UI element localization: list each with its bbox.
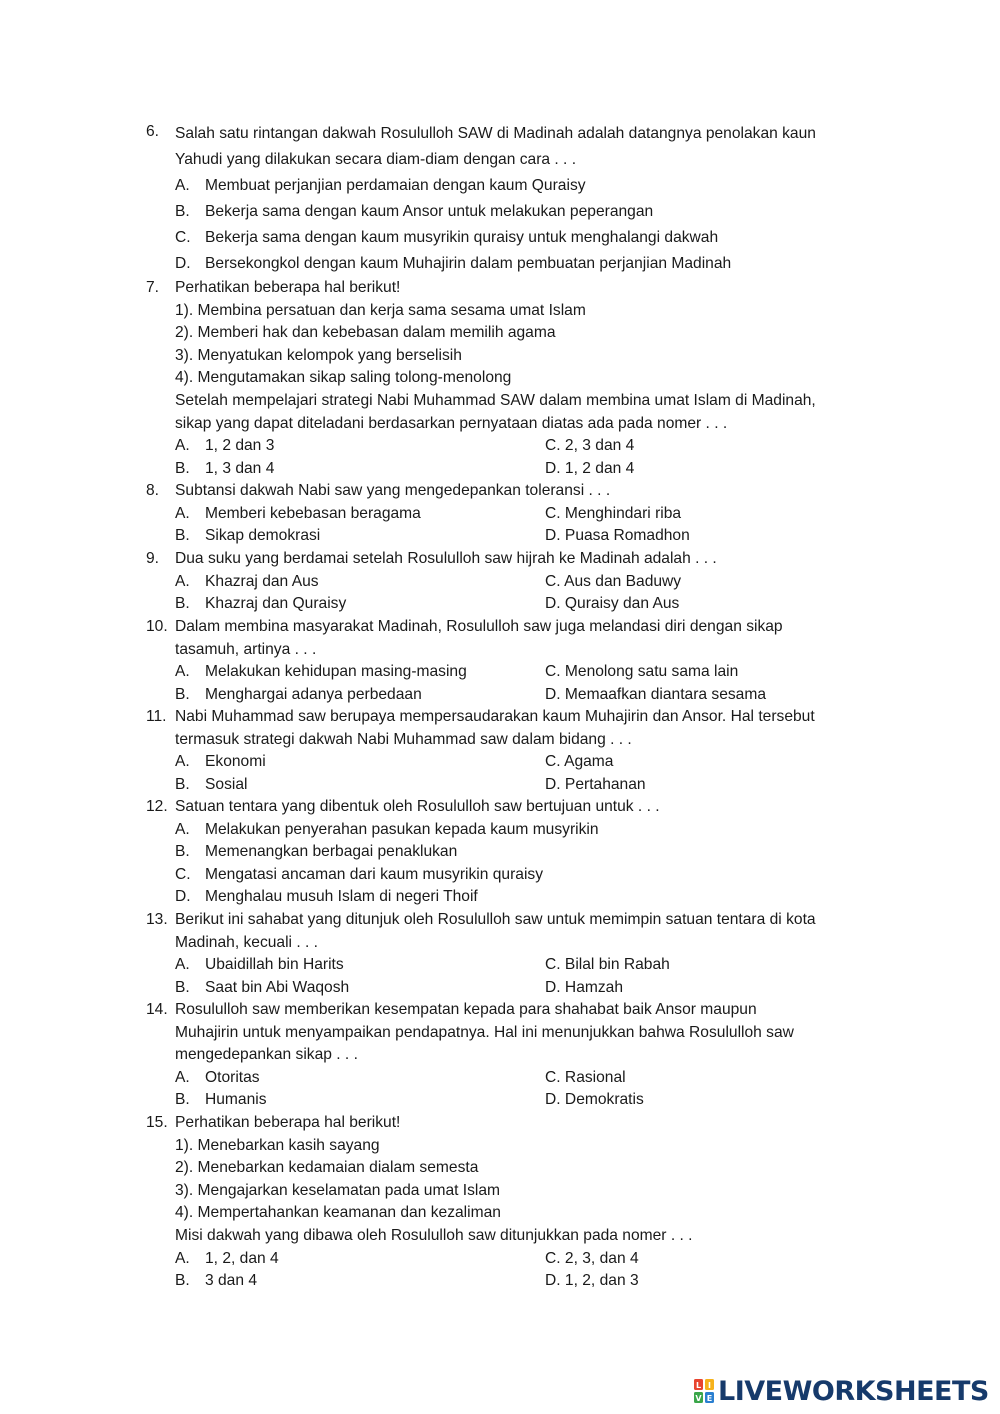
statement-item: 4). Mempertahankan keamanan dan kezaliman [175, 1204, 501, 1222]
options-grid [175, 1067, 886, 1112]
option-letter: A. [175, 1249, 190, 1267]
option-text: Khazraj dan Aus [205, 572, 319, 590]
option-b[interactable] [175, 525, 545, 548]
option-text: Memenangkan berbagai penaklukan [205, 843, 458, 861]
option-letter: D. [175, 255, 191, 272]
option-d[interactable]: D. 1, 2 dan 4 [545, 459, 635, 477]
option-d[interactable]: D. Memaafkan diantara sesama [545, 685, 767, 703]
question-number: 8. [146, 482, 160, 499]
question-number: 13. [146, 911, 168, 928]
question-8 [146, 480, 886, 548]
option-text: Bekerja sama dengan kaum musyrikin quraisy untuk menghalangi dakwah [205, 229, 719, 246]
option-text: Melakukan kehidupan masing-masing [205, 663, 467, 681]
question-text: Satuan tentara yang dibentuk oleh Rosululloh saw bertujuan untuk . . . [175, 798, 660, 815]
option-a[interactable] [175, 435, 545, 458]
option-c[interactable]: C. 2, 3, dan 4 [545, 1249, 639, 1267]
option-letter: A. [175, 437, 190, 455]
option-letter: A. [175, 753, 190, 771]
question-number: 7. [146, 279, 160, 296]
options-list [175, 819, 886, 909]
option-c[interactable]: C. Agama [545, 753, 614, 771]
statement-item: 2). Memberi hak dan kebebasan dalam memilih agama [175, 324, 556, 342]
options-list [175, 173, 886, 277]
option-c[interactable]: C. Menghindari riba [545, 504, 682, 522]
question-6 [146, 121, 886, 277]
question-number: 14. [146, 1001, 168, 1018]
question-13 [146, 909, 886, 999]
logo-letter-i: I [708, 1381, 711, 1390]
option-c[interactable]: C. Rasional [545, 1068, 626, 1086]
option-b[interactable] [175, 774, 545, 797]
option-d[interactable]: D. Pertahanan [545, 775, 646, 793]
option-text: Khazraj dan Quraisy [205, 595, 347, 613]
option-letter: D. [175, 888, 191, 906]
option-text: Saat bin Abi Waqosh [205, 978, 350, 996]
option-a[interactable] [175, 751, 545, 774]
question-14 [146, 999, 886, 1112]
option-b[interactable] [175, 684, 545, 707]
option-letter: A. [175, 820, 190, 838]
option-letter: C. [175, 865, 191, 883]
option-text: Menghargai adanya perbedaan [205, 685, 422, 703]
option-c[interactable]: C. 2, 3 dan 4 [545, 437, 635, 455]
question-15 [146, 1112, 886, 1293]
option-letter: B. [175, 595, 190, 613]
question-text: Rosululloh saw memberikan kesempatan kepada para shahabat baik Ansor maupun [175, 1001, 757, 1018]
option-text: 1, 2, dan 4 [205, 1249, 279, 1267]
option-text: Melakukan penyerahan pasukan kepada kaum musyrikin [205, 820, 599, 838]
options-grid [175, 503, 886, 548]
question-12 [146, 796, 886, 909]
question-prompt: Misi dakwah yang dibawa oleh Rosululloh saw ditunjukkan pada nomer . . . [175, 1226, 693, 1244]
options-grid [175, 1248, 886, 1293]
option-letter: A. [175, 956, 190, 974]
option-a[interactable] [175, 571, 545, 594]
question-prompt: Setelah mempelajari strategi Nabi Muhammad SAW dalam membina umat Islam di Madinah, [175, 391, 816, 409]
option-text: Sosial [205, 775, 248, 793]
option-d[interactable]: D. Puasa Romadhon [545, 527, 690, 545]
option-text: Menghalau musuh Islam di negeri Thoif [205, 888, 478, 906]
option-d[interactable] [175, 251, 886, 277]
option-text: 3 dan 4 [205, 1272, 258, 1290]
option-text: Ekonomi [205, 753, 266, 771]
question-text: Salah satu rintangan dakwah Rosululloh SAW di Madinah adalah datangnya penolakan kaun [175, 125, 816, 142]
option-c[interactable] [175, 864, 886, 887]
option-text: Membuat perjanjian perdamaian dengan kaum Quraisy [205, 177, 586, 194]
question-7 [146, 277, 886, 480]
option-c[interactable]: C. Bilal bin Rabah [545, 956, 670, 974]
option-letter: B. [175, 1091, 190, 1109]
option-letter: B. [175, 459, 190, 477]
option-c[interactable]: C. Menolong satu sama lain [545, 663, 739, 681]
question-text: tasamuh, artinya . . . [175, 640, 317, 658]
option-text: 1, 2 dan 3 [205, 437, 275, 455]
options-grid [175, 954, 886, 999]
question-text: mengedepankan sikap . . . [175, 1046, 358, 1064]
question-number: 6. [146, 123, 160, 140]
option-text: 1, 3 dan 4 [205, 459, 275, 477]
option-letter: A. [175, 177, 190, 194]
option-b[interactable] [175, 1089, 545, 1112]
option-letter: C. [175, 229, 191, 246]
option-a[interactable] [175, 819, 886, 842]
statement-item: 1). Membina persatuan dan kerja sama sesama umat Islam [175, 301, 586, 319]
option-letter: A. [175, 1068, 190, 1086]
statement-item: 4). Mengutamakan sikap saling tolong-menolong [175, 369, 512, 387]
question-text: Madinah, kecuali . . . [175, 933, 319, 951]
option-b[interactable] [175, 977, 545, 1000]
option-text: Humanis [205, 1091, 267, 1109]
option-c[interactable]: C. Aus dan Baduwy [545, 572, 682, 590]
question-number: 15. [146, 1114, 168, 1131]
option-b[interactable] [175, 458, 545, 481]
question-number: 9. [146, 550, 160, 567]
question-number: 11. [146, 708, 167, 725]
question-text: Subtansi dakwah Nabi saw yang mengedepankan toleransi . . . [175, 482, 611, 499]
option-text: Sikap demokrasi [205, 527, 321, 545]
option-letter: B. [175, 978, 190, 996]
question-text: Yahudi yang dilakukan secara diam-diam dengan cara . . . [175, 151, 577, 168]
question-text: Muhajirin untuk menyampaikan pendapatnya. Hal ini menunjukkan bahwa Rosululloh saw [175, 1023, 794, 1041]
statement-item: 1). Menebarkan kasih sayang [175, 1136, 380, 1154]
logo-letter-l: L [695, 1381, 702, 1390]
question-text: Dalam membina masyarakat Madinah, Rosululloh saw juga melandasi diri dengan sikap [175, 618, 783, 635]
options-grid [175, 435, 886, 480]
liveworksheets-logo-icon [693, 1378, 715, 1404]
option-text: Bekerja sama dengan kaum Ansor untuk melakukan peperangan [205, 203, 654, 220]
option-letter: B. [175, 775, 190, 793]
option-text: Otoritas [205, 1068, 260, 1086]
option-d[interactable] [175, 886, 886, 909]
option-d[interactable]: D. Quraisy dan Aus [545, 595, 680, 613]
statement-item: 3). Menyatukan kelompok yang berselisih [175, 346, 462, 364]
liveworksheets-logo [693, 1376, 989, 1406]
option-letter: B. [175, 527, 190, 545]
options-grid [175, 661, 886, 706]
logo-letter-e: E [706, 1394, 713, 1403]
option-d[interactable]: D. Hamzah [545, 978, 623, 996]
question-9 [146, 548, 886, 616]
option-text: Mengatasi ancaman dari kaum musyrikin quraisy [205, 865, 544, 883]
option-a[interactable] [175, 1248, 545, 1271]
question-number: 10. [146, 618, 168, 635]
option-text: Ubaidillah bin Harits [205, 956, 344, 974]
question-text: Perhatikan beberapa hal berikut! [175, 1114, 401, 1131]
question-number: 12. [146, 798, 168, 815]
option-letter: B. [175, 685, 190, 703]
option-d[interactable]: D. 1, 2, dan 3 [545, 1272, 639, 1290]
options-grid [175, 751, 886, 796]
question-text: Dua suku yang berdamai setelah Rosululloh saw hijrah ke Madinah adalah . . . [175, 550, 717, 567]
option-b[interactable] [175, 199, 886, 225]
option-c[interactable] [175, 225, 886, 251]
option-a[interactable] [175, 954, 545, 977]
options-grid [175, 571, 886, 616]
question-text: Perhatikan beberapa hal berikut! [175, 279, 401, 296]
question-10 [146, 616, 886, 706]
option-a[interactable] [175, 173, 886, 199]
option-b[interactable] [175, 841, 886, 864]
option-b[interactable] [175, 593, 545, 616]
question-text: Berikut ini sahabat yang ditunjuk oleh Rosululloh saw untuk memimpin satuan tentara di kota [175, 911, 816, 928]
option-letter: A. [175, 572, 190, 590]
option-text: Bersekongkol dengan kaum Muhajirin dalam pembuatan perjanjian Madinah [205, 255, 732, 272]
option-letter: B. [175, 1272, 190, 1290]
option-a[interactable] [175, 1067, 545, 1090]
option-d[interactable]: D. Demokratis [545, 1091, 644, 1109]
question-prompt: sikap yang dapat diteladani berdasarkan pernyataan diatas ada pada nomer . . . [175, 414, 728, 432]
question-11 [146, 706, 886, 796]
statement-item: 3). Mengajarkan keselamatan pada umat Islam [175, 1181, 501, 1199]
option-letter: A. [175, 663, 190, 681]
option-letter: B. [175, 843, 190, 861]
option-text: Memberi kebebasan beragama [205, 504, 421, 522]
liveworksheets-wordmark: LIVEWORKSHEETS [718, 1375, 989, 1407]
option-letter: A. [175, 504, 190, 522]
question-text: Nabi Muhammad saw berupaya mempersaudarakan kaum Muhajirin dan Ansor. Hal tersebut [175, 708, 815, 725]
option-a[interactable] [175, 661, 545, 684]
statement-item: 2). Menebarkan kedamaian dialam semesta [175, 1159, 479, 1177]
option-b[interactable] [175, 1270, 545, 1293]
option-letter: B. [175, 203, 190, 220]
logo-letter-v: V [695, 1394, 702, 1403]
option-a[interactable] [175, 503, 545, 526]
question-text: termasuk strategi dakwah Nabi Muhammad saw dalam bidang . . . [175, 730, 632, 748]
